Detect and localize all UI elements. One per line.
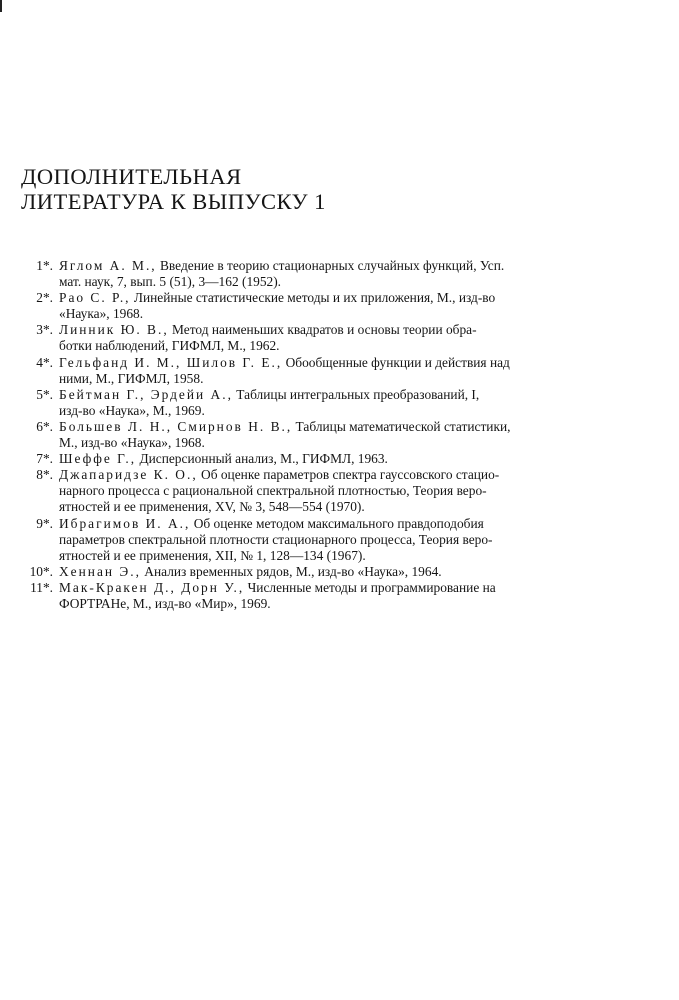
reference-line: Яглом А. М., Введение в теорию стационарных случайных функций, Усп. <box>59 258 505 273</box>
reference-item <box>14 580 579 612</box>
reference-item <box>14 467 579 515</box>
reference-number: 3*. <box>36 322 53 338</box>
reference-line: мат. наук, 7, вып. 5 (51), 3—162 (1952). <box>59 274 282 290</box>
reference-line: Хеннан Э., Анализ временных рядов, М., изд-во «Наука», 1964. <box>59 563 442 579</box>
reference-item <box>14 290 579 322</box>
reference-item <box>14 419 579 451</box>
reference-author: Яглом А. М., <box>59 258 157 273</box>
reference-number: 1*. <box>36 258 53 273</box>
title-line-1: ДОПОЛНИТЕЛЬНАЯ <box>21 164 242 189</box>
reference-line: Большев Л. Н., Смирнов Н. В., Таблицы математической статистики, <box>59 418 511 434</box>
reference-line: Бейтман Г., Эрдейи А., Таблицы интегральных преобразований, I, <box>59 386 480 402</box>
reference-line: параметров спектральной плотности стационарного процесса, Теория веро- <box>59 531 493 547</box>
reference-author: Джапаридзе К. О., <box>59 467 198 483</box>
reference-line: Линник Ю. В., Метод наименьших квадратов и основы теории обра- <box>59 322 477 338</box>
reference-number: 9*. <box>36 515 53 531</box>
reference-number: 2*. <box>36 290 53 306</box>
page-edge-mark <box>0 0 2 12</box>
reference-author: Рао С. Р., <box>59 290 131 306</box>
reference-item <box>14 451 579 467</box>
reference-line: ними, М., ГИФМЛ, 1958. <box>59 370 204 386</box>
reference-author: Гельфанд И. М., Шилов Г. Е., <box>59 354 283 370</box>
reference-list <box>14 258 579 612</box>
reference-author: Бейтман Г., Эрдейи А., <box>59 386 233 402</box>
reference-line: Гельфанд И. М., Шилов Г. Е., Обообщенные функции и действия над <box>59 354 510 370</box>
reference-author: Хеннан Э., <box>59 563 141 579</box>
reference-line: Ибрагимов И. А., Об оценке методом максимального правдоподобия <box>59 515 484 531</box>
reference-item <box>14 322 579 354</box>
reference-line: ятностей и ее применения, XV, № 3, 548—554 (1970). <box>59 499 365 515</box>
reference-line: ботки наблюдений, ГИФМЛ, М., 1962. <box>59 338 280 354</box>
reference-line: ФОРТРАНе, М., изд-во «Мир», 1969. <box>59 595 271 611</box>
page-title <box>21 164 581 214</box>
reference-line: «Наука», 1968. <box>59 306 144 322</box>
reference-line: Рао С. Р., Линейные статистические методы и их приложения, М., изд-во <box>59 290 496 306</box>
reference-number: 11*. <box>30 579 53 595</box>
reference-line: Мак-Кракен Д., Дорн У., Численные методы и программирование на <box>59 579 496 595</box>
reference-number: 4*. <box>36 354 53 370</box>
reference-line: изд-во «Наука», М., 1969. <box>59 402 205 418</box>
reference-author: Шеффе Г., <box>59 451 137 467</box>
reference-author: Мак-Кракен Д., Дорн У., <box>59 579 245 595</box>
reference-item <box>14 516 579 564</box>
reference-line: Джапаридзе К. О., Об оценке параметров спектра гауссовского стацио- <box>59 467 500 483</box>
reference-number: 7*. <box>36 451 53 467</box>
reference-item <box>14 387 579 419</box>
reference-number: 5*. <box>36 386 53 402</box>
reference-item <box>14 355 579 387</box>
reference-line: ятностей и ее применения, XII, № 1, 128—134 (1967). <box>59 547 366 563</box>
reference-item <box>14 258 579 290</box>
reference-number: 8*. <box>36 467 53 483</box>
reference-number: 10*. <box>29 563 53 579</box>
reference-number: 6*. <box>36 418 53 434</box>
reference-author: Большев Л. Н., Смирнов Н. В., <box>59 418 293 434</box>
reference-line: нарного процесса с рациональной спектральной плотностью, Теория веро- <box>59 483 487 499</box>
reference-author: Линник Ю. В., <box>59 322 169 338</box>
reference-author: Ибрагимов И. А., <box>59 515 191 531</box>
reference-line: Шеффе Г., Дисперсионный анализ, М., ГИФМЛ, 1963. <box>59 451 388 467</box>
title-line-2: ЛИТЕРАТУРА К ВЫПУСКУ 1 <box>21 189 326 214</box>
reference-item <box>14 564 579 580</box>
reference-line: М., изд-во «Наука», 1968. <box>59 435 205 451</box>
